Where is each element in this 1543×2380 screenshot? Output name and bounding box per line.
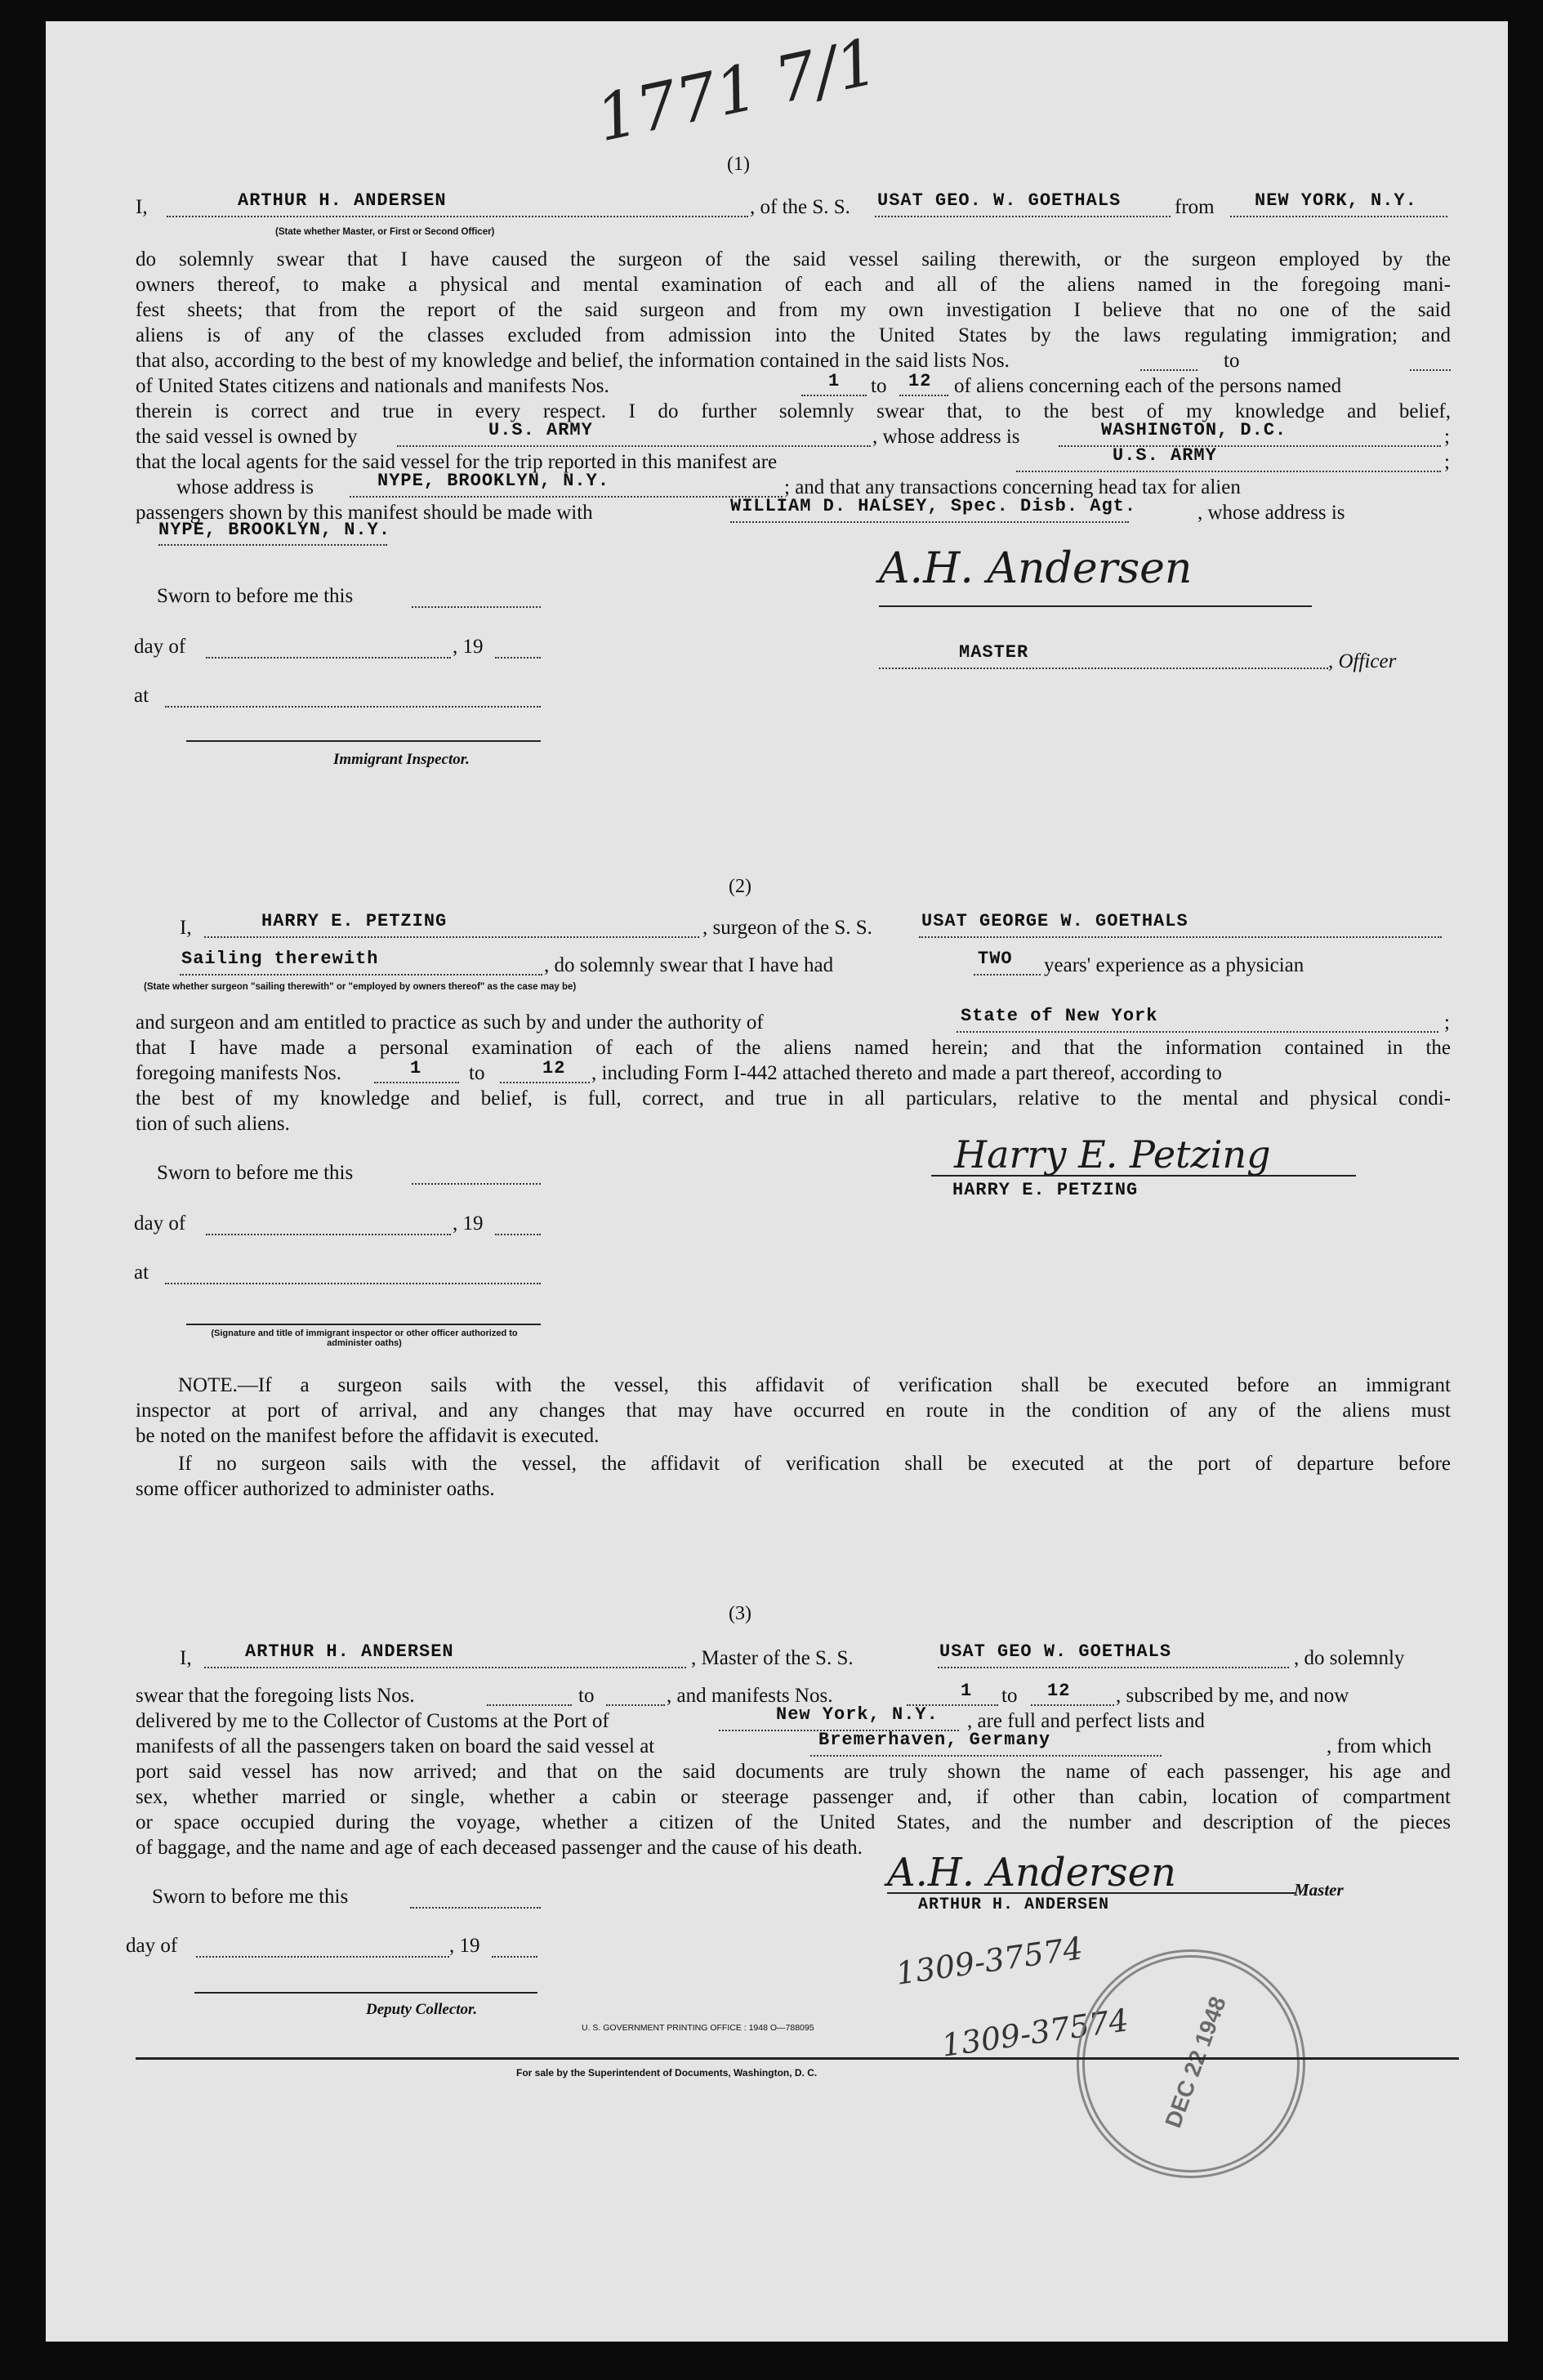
date-stamp (1077, 1949, 1305, 2178)
document-page (46, 21, 1508, 2342)
day-of-label: day of (134, 1212, 186, 1235)
oath-text: , whose address is (1197, 502, 1345, 524)
head-tax-agent-field: WILLIAM D. HALSEY, Spec. Disb. Agt. (730, 496, 1137, 516)
note-line: NOTE.—If a surgeon sails with the vessel, this affidavit of verification shall be executed before an immigrant (178, 1374, 1451, 1396)
signature-caption: (Signature and title of immigrant inspector or other officer authorized to administer oaths) (211, 1328, 518, 1348)
i-label: I, (180, 1647, 192, 1669)
manifest-to-field: 12 (542, 1058, 566, 1078)
oath-line-9 (136, 445, 1451, 475)
oath-text-line: fest sheets; that from the report of the said surgeon and from my own investigation I believe that no one of the said (136, 299, 1451, 321)
handwritten-file-number: 1309-37574 (894, 1930, 1086, 1992)
to-label: to (578, 1685, 595, 1707)
manifest-from-field: 1 (410, 1058, 422, 1078)
oath-text: whose address is (176, 476, 314, 498)
at-label: at (134, 1261, 149, 1284)
section-number-3: (3) (729, 1603, 751, 1624)
oath-text-line: the best of my knowledge and belief, is full, correct, and true in all particulars, relative to the mental and physical condi- (136, 1087, 1451, 1110)
oath-text: years' experience as a physician (1044, 954, 1304, 976)
deputy-collector-label: Deputy Collector. (366, 2001, 478, 2018)
oath-text: passengers shown by this manifest should be made with (136, 502, 593, 524)
sailing-status-field: Sailing therewith (181, 949, 379, 969)
vessel-name-field: USAT GEO W. GOETHALS (939, 1641, 1172, 1662)
stamp-date: DEC 22 1948 (1160, 1993, 1231, 2132)
immigrant-inspector-label: Immigrant Inspector. (333, 751, 470, 768)
surgeon-printed-name: HARRY E. PETZING (952, 1180, 1139, 1200)
note-line: If no surgeon sails with the vessel, the affidavit of verification shall be executed at the port of departure before (178, 1453, 1451, 1475)
surgeon-of-label: , surgeon of the S. S. (702, 917, 872, 939)
departure-port-field: Bremerhaven, Germany (818, 1730, 1051, 1750)
to-label: to (1224, 350, 1240, 372)
oath-text-line: do solemnly swear that I have caused the surgeon of the said vessel sailing therewith, or the surgeon employed by the (136, 248, 1451, 270)
oath-text: , from which (1327, 1735, 1432, 1757)
years-experience-field: TWO (978, 949, 1013, 969)
section-number-1: (1) (727, 154, 750, 175)
gpo-imprint: U. S. GOVERNMENT PRINTING OFFICE : 1948 O—788095 (582, 2023, 814, 2033)
oath-line-8 (136, 420, 1451, 449)
oath-text-line: of baggage, and the name and age of each deceased passenger and the cause of his death. (136, 1837, 863, 1859)
year-label: , 19 (453, 1212, 484, 1235)
year-label: , 19 (449, 1935, 480, 1957)
from-label: from (1175, 196, 1215, 218)
master-printed-name: ARTHUR H. ANDERSEN (918, 1896, 1110, 1914)
oath-text: of aliens concerning each of the persons named (954, 375, 1342, 397)
oath-text: that also, according to the best of my knowledge and belief, the information contained in the said lists Nos. (136, 350, 1010, 372)
to-label: to (1001, 1685, 1018, 1707)
master-line-3 (136, 1704, 1451, 1734)
caption-note: (State whether Master, or First or Second Officer) (275, 227, 495, 237)
manifest-from-field: 1 (828, 371, 841, 391)
note-line: be noted on the manifest before the affidavit is executed. (136, 1425, 600, 1447)
oath-text: ; and that any transactions concerning head tax for alien (784, 476, 1241, 498)
caption-note: (State whether surgeon "sailing therewith" or "employed by owners thereof" as the case may be) (144, 982, 577, 992)
master-name-field: ARTHUR H. ANDERSEN (245, 1641, 454, 1662)
oath-line-5 (136, 348, 1451, 373)
surgeon-signature: Harry E. Petzing (954, 1132, 1271, 1177)
handwritten-annotation: 1771 7/1 (590, 25, 885, 157)
day-of-label: day of (134, 636, 186, 658)
oath-text-line: port said vessel has now arrived; and that on the said documents are truly shown the name of each passenger, his age and (136, 1761, 1451, 1783)
oath-text: foregoing manifests Nos. (136, 1062, 342, 1084)
oath-text-line: aliens is of any of the classes excluded from admission into the United States by the laws regulating immigration; and (136, 324, 1451, 346)
to-label: to (469, 1062, 485, 1084)
manifest-from-field: 1 (961, 1681, 973, 1701)
note-line: inspector at port of arrival, and any changes that may have occurred en route in the condition of any of the aliens must (136, 1400, 1451, 1422)
surgeon-name-field: HARRY E. PETZING (261, 911, 448, 931)
oath-text: , are full and perfect lists and (967, 1710, 1205, 1732)
oath-text-line: sex, whether married or single, whether a cabin or steerage passenger and, if other than cabin, location of compartment (136, 1786, 1451, 1808)
oath-text: of United States citizens and nationals and manifests Nos. (136, 375, 609, 397)
manifest-to-field: 12 (1047, 1681, 1071, 1701)
sworn-label: Sworn to before me this (152, 1886, 349, 1908)
port-of-arrival-field: New York, N.Y. (776, 1704, 939, 1725)
oath-text: , whose address is (872, 426, 1020, 448)
agent-address-field: NYPE, BROOKLYN, N.Y. (377, 471, 610, 491)
surgeon-line-3 (136, 1006, 1451, 1035)
oath-text-line: tion of such aliens. (136, 1113, 290, 1135)
oath-text: , do solemnly swear that I have had (544, 954, 834, 976)
day-of-label: day of (126, 1935, 178, 1957)
vessel-name-field: USAT GEO. W. GOETHALS (877, 190, 1122, 211)
agents-field: U.S. ARMY (1113, 445, 1217, 466)
officer-label: , Officer (1328, 650, 1397, 672)
master-line-1 (180, 1641, 1451, 1671)
oath-text: , subscribed by me, and now (1116, 1685, 1349, 1707)
oath-text: the said vessel is owned by (136, 426, 358, 448)
master-label: Master (1294, 1880, 1344, 1900)
oath-text: manifests of all the passengers taken on board the said vessel at (136, 1735, 655, 1757)
oath-text: , including Form I-442 attached thereto and made a part thereof, according to (591, 1062, 1222, 1084)
oath-text-line: or space occupied during the voyage, whether a citizen of the United States, and the number and description of the pieces (136, 1811, 1451, 1833)
at-label: at (134, 685, 149, 707)
officer-title-field: MASTER (959, 642, 1029, 663)
port-field: NEW YORK, N.Y. (1255, 190, 1417, 211)
master-name-field: ARTHUR H. ANDERSEN (238, 190, 447, 211)
authority-field: State of New York (961, 1006, 1158, 1026)
head-tax-address-field: NYPE, BROOKLYN, N.Y. (158, 520, 391, 540)
oath-text: swear that the foregoing lists Nos. (136, 1685, 415, 1707)
i-label: I, (136, 196, 148, 218)
sworn-label: Sworn to before me this (157, 585, 354, 607)
oath-text-line: that I have made a personal examination of each of the aliens named herein; and that the information contained in the (136, 1037, 1451, 1059)
of-ss-label: , of the S. S. (750, 196, 850, 218)
owner-field: U.S. ARMY (488, 420, 593, 440)
oath-text: that the local agents for the said vessel for the trip reported in this manifest are (136, 451, 778, 473)
master-signature-1: A.H. Andersen (879, 544, 1193, 593)
oath-text: , do solemnly (1294, 1647, 1405, 1669)
to-label: to (871, 375, 887, 397)
sale-notice: For sale by the Superintendent of Documents, Washington, D. C. (516, 2067, 818, 2079)
master-signature-3: A.H. Andersen (887, 1850, 1176, 1896)
section-number-2: (2) (729, 876, 751, 897)
sworn-label: Sworn to before me this (157, 1162, 354, 1184)
oath-text: , and manifests Nos. (667, 1685, 833, 1707)
oath-line-1 (136, 190, 1451, 220)
punctuation: ; (1444, 426, 1450, 448)
oath-text: delivered by me to the Collector of Customs at the Port of (136, 1710, 609, 1732)
master-of-label: , Master of the S. S. (691, 1647, 854, 1669)
punctuation: ; (1444, 1011, 1450, 1034)
owner-address-field: WASHINGTON, D.C. (1101, 420, 1287, 440)
surgeon-line-1 (180, 911, 1451, 940)
vessel-name-field: USAT GEORGE W. GOETHALS (921, 911, 1188, 931)
oath-line-6 (136, 373, 1451, 399)
oath-text-line: owners thereof, to make a physical and mental examination of each and all of the aliens named in the foregoing mani- (136, 274, 1451, 296)
punctuation: ; (1444, 451, 1450, 473)
oath-text-line: therein is correct and true in every respect. I do further solemnly swear that, to the best of my knowledge and belief, (136, 400, 1451, 422)
manifest-to-field: 12 (908, 371, 932, 391)
surgeon-line-5 (136, 1058, 1451, 1086)
year-label: , 19 (453, 636, 484, 658)
oath-text: and surgeon and am entitled to practice as such by and under the authority of (136, 1011, 764, 1034)
master-line-4 (136, 1730, 1451, 1759)
handwritten-file-number: 1309-37574 (939, 2002, 1131, 2064)
i-label: I, (180, 917, 192, 939)
note-line: some officer authorized to administer oaths. (136, 1478, 495, 1500)
